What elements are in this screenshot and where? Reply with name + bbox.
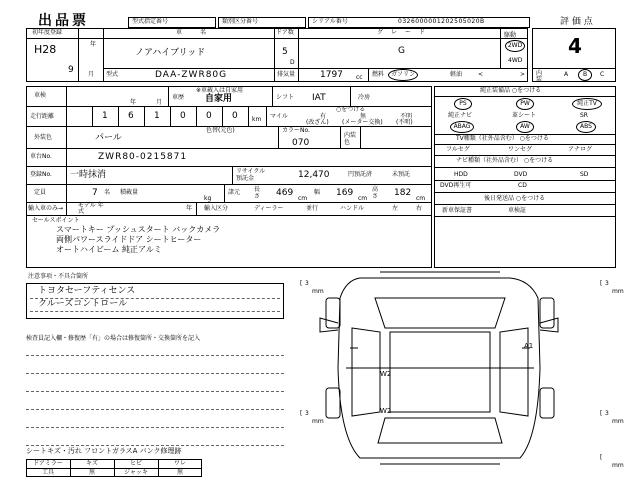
length-label: 長さ: [254, 186, 261, 200]
navi-title: ナビ種類（社外品含む） ○をつける: [456, 157, 554, 164]
grade-label: グレード: [376, 29, 433, 36]
recycle-value: 12,470: [298, 170, 330, 180]
handle-label: ハンドル: [340, 205, 365, 212]
car-name-value: ノアハイブリッド: [135, 48, 206, 58]
reg-label: 登録No.: [30, 171, 52, 178]
legend-value-2: 無: [88, 469, 95, 476]
first-reg-label: 初年度登録: [32, 29, 63, 36]
shift-label: シフト: [276, 94, 295, 101]
handle-right-option[interactable]: 右: [416, 205, 423, 212]
tire-fl-value: 3: [305, 280, 309, 287]
recycle-status-unpaid: 未預託: [392, 171, 411, 178]
equip-navi[interactable]: 純正ナビ: [448, 112, 473, 119]
length-value: 469: [276, 188, 294, 198]
tire-fl-unit: mm: [312, 288, 324, 295]
mile-option-detail-1: (改ざん): [306, 119, 329, 126]
chassis-value: ZWR80-0215871: [98, 152, 188, 162]
equip-ps[interactable]: PS: [454, 98, 472, 110]
first-reg-era: H28: [34, 43, 57, 56]
displacement-label: 排気量: [277, 71, 296, 78]
legend-value-1: 工具: [41, 469, 54, 476]
length-unit: cm: [298, 195, 308, 202]
inspection-month-label: 月: [156, 99, 163, 106]
load-label: 積載量: [120, 189, 139, 196]
mileage-digit-3: 1: [154, 111, 160, 121]
month-unit: 月: [88, 71, 95, 78]
mile-circle-note: ○をつける: [336, 106, 366, 113]
navi-hdd[interactable]: HDD: [454, 171, 468, 178]
tire-fr-value: 3: [605, 280, 609, 287]
doors-label: ドア数: [276, 29, 294, 36]
damage-mark-w2-2: W2: [380, 407, 392, 415]
legend-header-3: ヒビ: [129, 460, 142, 467]
displacement-value: 1797: [320, 70, 343, 80]
interior-color-label: 内装色: [344, 132, 357, 146]
height-unit: cm: [416, 195, 426, 202]
score-label: 評 価 点: [560, 17, 593, 27]
legend-value-4: 無: [176, 469, 183, 476]
height-value: 182: [394, 188, 412, 198]
car-damage-diagram[interactable]: [290, 268, 630, 476]
equipment-title: 純正装備品 ○をつける: [480, 87, 542, 94]
first-reg-month: 9: [68, 65, 74, 75]
usage-note: ※車載入は自家用: [196, 87, 244, 94]
dvd-playback-label[interactable]: DVD再生可: [440, 182, 472, 189]
cd-label[interactable]: CD: [518, 182, 527, 189]
shift-value: IAT: [312, 93, 326, 103]
mileage-label: 走行距離: [30, 113, 55, 120]
fuel-gasoline-option[interactable]: ガソリン: [388, 69, 418, 81]
tv-oneseg[interactable]: ワンセグ: [508, 146, 533, 153]
car-name-label: 車 名: [176, 29, 214, 36]
sales-line-3: オートハイビーム 純正アルミ: [56, 245, 162, 254]
mile-option-2[interactable]: 無: [360, 113, 367, 120]
year-unit: 年: [90, 41, 97, 48]
interior-grade-a[interactable]: A: [564, 71, 569, 78]
model-year-label: モデル 年式: [78, 202, 104, 215]
color-label: 外装色: [34, 134, 53, 141]
score-value: 4: [568, 34, 582, 58]
class-number-label: 類別区分番号: [222, 18, 259, 25]
serial-number-value: 0326000001202505020B: [398, 18, 485, 25]
equip-aw[interactable]: AW: [516, 121, 534, 133]
spare-tire-unit: mm: [612, 462, 624, 469]
drive-2wd-option[interactable]: 2WD: [505, 40, 525, 52]
kg-label: kg: [204, 195, 212, 202]
navi-sd[interactable]: SD: [580, 171, 589, 178]
equip-abag[interactable]: ABAG: [450, 121, 474, 133]
mile-label: マイル: [270, 113, 288, 120]
doors-unit: D: [290, 59, 295, 66]
sales-line-1: スマートキー プッシュスタート バックカメラ: [56, 225, 221, 234]
sales-line-2: 両側パワースライドドア シートヒーター: [56, 235, 202, 244]
color-change-label: 色替(元色): [206, 127, 235, 134]
legend-header-2: キズ: [86, 460, 98, 467]
tire-fr-unit: mm: [612, 288, 624, 295]
km-label: km: [252, 116, 262, 123]
tire-rr-unit: mm: [612, 418, 624, 425]
legend-value-3: ジャッキ: [124, 469, 148, 476]
handle-left-option[interactable]: 左: [392, 205, 399, 212]
displacement-unit: cc: [356, 74, 363, 81]
notes-title: 注意事項・不具合箇所: [28, 273, 89, 280]
dimension-label: 諸元: [228, 189, 241, 196]
width-unit: cm: [358, 195, 368, 202]
mileage-digit-4: 0: [180, 111, 186, 121]
legend-header-1: ドアミラー: [33, 460, 63, 467]
color-no-label: カラーNo.: [282, 127, 310, 134]
usage-value: 自家用: [205, 94, 233, 104]
equip-leather[interactable]: 革シート: [512, 112, 537, 119]
doors-value: 5: [282, 47, 288, 57]
cert-number-label: 型式指定番号: [132, 18, 169, 25]
interior-grade-b[interactable]: B: [578, 69, 592, 81]
import-label: 輸入車のみ→: [28, 205, 64, 212]
damage-mark-a1: A1: [524, 342, 534, 350]
mile-option-3[interactable]: 不明: [400, 113, 413, 120]
notes-line-2: クルーズコントロール: [38, 299, 128, 309]
inspector-note: シートキズ・汚れ フロントガラスA バンク修理跡: [26, 447, 182, 455]
drive-label: 駆動: [504, 32, 517, 39]
capacity-value: 7: [92, 188, 98, 198]
fuel-label: 燃料: [372, 71, 385, 78]
inspection-label: 車検: [34, 92, 47, 99]
mileage-digit-1: 1: [102, 111, 108, 121]
tire-rl-unit: mm: [312, 418, 324, 425]
notes-line-1: トヨタセーフティセンス: [38, 286, 136, 296]
legend-header-4: ワレ: [173, 460, 186, 467]
equip-sr[interactable]: SR: [580, 112, 588, 119]
document-title: 出品票: [38, 13, 89, 29]
tv-title: TV種類（社外品含む） ○をつける: [456, 135, 549, 142]
inspection-year-label: 年: [130, 99, 137, 106]
import-class-label: 輸入区分: [204, 205, 229, 212]
damage-mark-w2-1: W2: [380, 370, 392, 378]
interior-grade-c[interactable]: C: [600, 71, 605, 78]
tire-rr-value: 3: [605, 410, 609, 417]
parallel-option[interactable]: 並行: [306, 205, 319, 212]
reg-value: 一時抹消: [70, 170, 107, 180]
recycle-status-paid: 円預託済: [348, 171, 373, 178]
sales-points-label: セールスポイント: [32, 217, 80, 224]
tv-fullseg[interactable]: フルセグ: [446, 146, 470, 153]
chassis-label: 車台No.: [30, 153, 52, 160]
drive-4wd-option[interactable]: 4WD: [508, 57, 523, 64]
mileage-digit-5: 0: [206, 111, 212, 121]
docs-title: 後日発送品 ○をつける: [484, 195, 546, 202]
model-value: DAA-ZWR80G: [155, 70, 228, 80]
equip-abs[interactable]: ABS: [576, 121, 596, 133]
capacity-label: 定員: [34, 189, 47, 196]
usage-label: 車歴: [172, 94, 185, 101]
mile-option-1[interactable]: 有: [320, 113, 327, 120]
color-no-value: 070: [292, 138, 310, 148]
dealer-option[interactable]: ディーラー: [254, 205, 284, 212]
equip-pw[interactable]: PW: [516, 98, 534, 110]
equip-tv[interactable]: 純正TV: [572, 98, 602, 110]
model-label: 型式: [106, 71, 119, 78]
mile-option-detail-2: (メーター交換): [342, 119, 383, 126]
fuel-diesel-option[interactable]: 軽油: [450, 71, 463, 78]
interior-label: 内装: [536, 70, 543, 83]
serial-number-label: シリアル番号: [312, 18, 348, 25]
docs-warranty[interactable]: 新車保証書: [442, 207, 473, 214]
recycle-label: リサイクル 預託金: [236, 168, 266, 182]
docs-inspection-cert[interactable]: 車検証: [508, 207, 527, 214]
height-label: 高さ: [372, 186, 379, 200]
width-value: 169: [336, 188, 354, 198]
mileage-digit-2: 6: [128, 111, 134, 121]
inspector-title: 検査員記入欄・修復歴「有」の場合は修復箇所・交換箇所を記入: [26, 335, 201, 342]
color-value: パール: [95, 133, 122, 143]
ac-label: 冷房: [358, 94, 371, 101]
tv-analog[interactable]: アナログ: [568, 146, 593, 153]
tire-rl-value: 3: [305, 410, 309, 417]
grade-value: G: [398, 46, 405, 56]
mile-option-detail-3: (不明): [396, 119, 413, 126]
navi-dvd[interactable]: DVD: [514, 171, 528, 178]
width-label: 幅: [314, 189, 321, 196]
